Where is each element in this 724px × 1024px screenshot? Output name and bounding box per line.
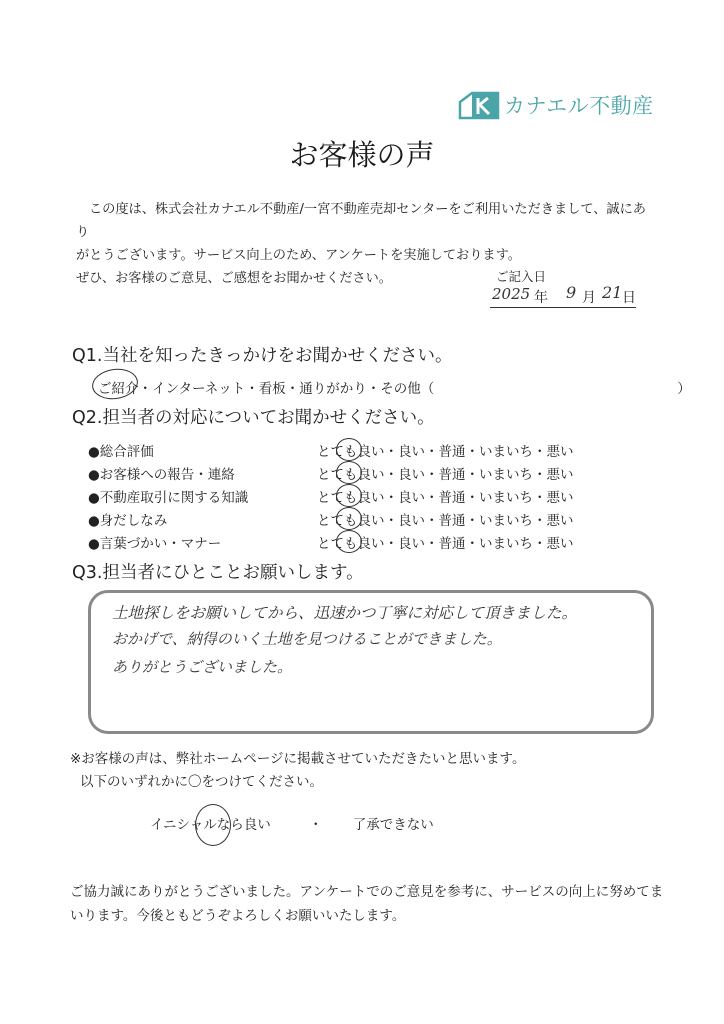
intro-line: がとうございます。サービス向上のため、アンケートを実施しております。 bbox=[76, 248, 521, 263]
q2-item-scale: とても良い・良い・普通・いまいち・悪い bbox=[317, 467, 574, 483]
rating-circle bbox=[336, 438, 362, 461]
q2-item-label: ●身だしなみ bbox=[88, 513, 168, 529]
date-field bbox=[490, 285, 636, 308]
consent-option-initial: イニシャルなら良い bbox=[150, 817, 271, 833]
date-year-unit: 年 bbox=[534, 290, 548, 306]
q2-item-scale: とても良い・良い・普通・いまいち・悪い bbox=[317, 536, 574, 552]
consent-option-decline: 了承できない bbox=[352, 817, 434, 833]
q1-label: Q1.当社を知ったきっかけをお聞かせください。 bbox=[72, 346, 453, 366]
q2-label: Q2.担当者の対応についてお聞かせください。 bbox=[72, 408, 435, 428]
house-logo-icon bbox=[458, 90, 500, 120]
q3-answer-line: 土地探しをお願いしてから、迅速かつ丁寧に対応して頂きました。 bbox=[112, 604, 578, 622]
date-month-unit: 月 bbox=[582, 290, 596, 306]
closing-text bbox=[70, 880, 670, 928]
note-line: ※お客様の声は、弊社ホームページに掲載させていただきたいと思います。 bbox=[70, 751, 526, 767]
rating-circle bbox=[336, 530, 362, 553]
q3-answer-line: ありがとうございました。 bbox=[112, 658, 293, 676]
logo-text: カナエル不動産 bbox=[504, 94, 654, 118]
intro-text bbox=[76, 198, 646, 290]
company-logo bbox=[458, 90, 654, 120]
intro-line: この度は、株式会社カナエル不動産/一宮不動産売却センターをご利用いただきまして、誠にあり bbox=[76, 202, 646, 240]
publication-note bbox=[70, 748, 525, 794]
q2-item-label: ●総合評価 bbox=[88, 444, 154, 460]
rating-circle bbox=[336, 461, 362, 484]
consent-separator: ・ bbox=[309, 817, 323, 833]
date-month: 9 bbox=[566, 283, 577, 302]
date-label: ご記入日 bbox=[496, 269, 547, 284]
date-year: 2025 bbox=[492, 285, 531, 303]
q2-item-scale: とても良い・良い・普通・いまいち・悪い bbox=[317, 444, 574, 460]
q3-answer-line: おかげで、納得のいく土地を見つけることができました。 bbox=[112, 630, 502, 648]
q2-item-scale: とても良い・良い・普通・いまいち・悪い bbox=[317, 490, 574, 506]
q1-options: ご紹介・インターネット・看板・通りがかり・その他（ ） bbox=[98, 381, 691, 397]
q2-item-label: ●お客様への報告・連絡 bbox=[88, 467, 235, 483]
q2-item-label: ●不動産取引に関する知識 bbox=[88, 490, 249, 506]
closing-line: ご協力誠にありがとうございました。アンケートでのご意見を参考に、サービスの向上に努めてま bbox=[70, 884, 664, 900]
closing-line: いります。今後ともどうぞよろしくお願いいたします。 bbox=[70, 908, 406, 924]
date-day-unit: 日 bbox=[622, 290, 636, 306]
rating-circle bbox=[336, 484, 362, 507]
date-day: 21 bbox=[602, 283, 623, 302]
note-line: 以下のいずれかに〇をつけてください。 bbox=[80, 774, 323, 790]
page-title: お客様の声 bbox=[289, 138, 435, 172]
consent-selection-circle bbox=[195, 804, 231, 846]
q2-item-scale: とても良い・良い・普通・いまいち・悪い bbox=[317, 513, 574, 529]
rating-circle bbox=[336, 507, 362, 530]
q2-item-label: ●言葉づかい・マナー bbox=[88, 536, 222, 552]
consent-choices bbox=[150, 813, 434, 833]
q3-label: Q3.担当者にひとことお願いします。 bbox=[72, 563, 364, 583]
intro-line: ぜひ、お客様のご意見、ご感想をお聞かせください。 bbox=[76, 271, 392, 286]
